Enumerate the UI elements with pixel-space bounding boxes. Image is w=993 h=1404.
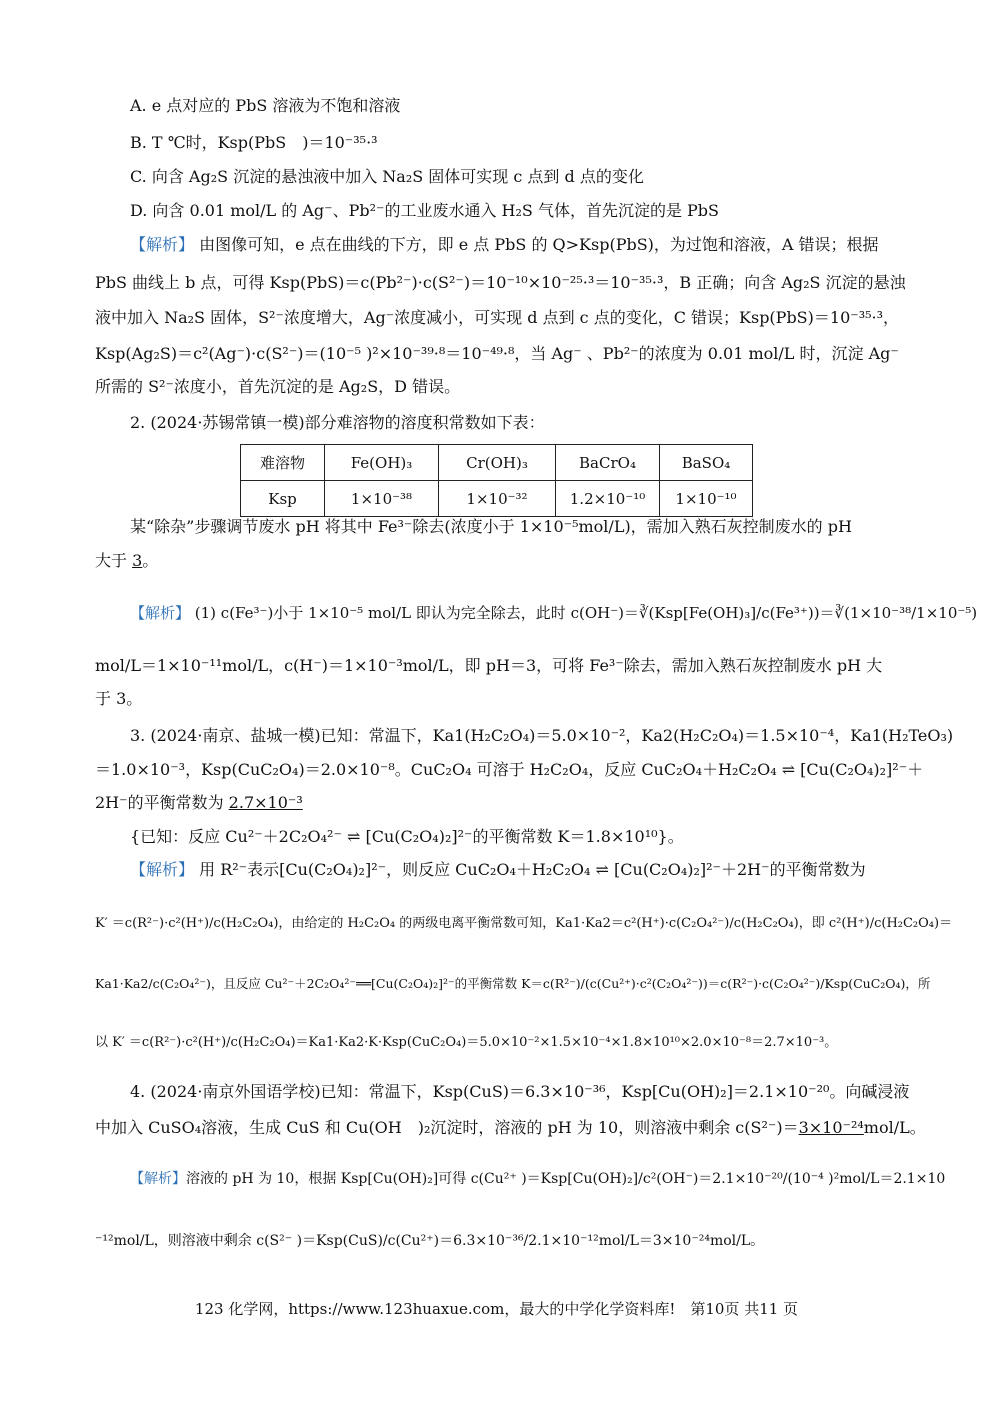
table-cell: Ksp	[241, 481, 325, 517]
table-row	[241, 481, 753, 517]
explanation-3-line-4: 以 K′ ＝c(R²⁻)·c²(H⁺)/c(H₂C₂O₄)＝Ka1·Ka2·K·Ksp(CuC₂O₄)＝5.0×10⁻²×1.5×10⁻⁴×1.8×10¹⁰×2.0×10⁻⁸＝2.7×10⁻³。	[95, 1035, 838, 1050]
explanation-2-line-1	[130, 602, 977, 624]
explanation-tag: 【解析】	[130, 604, 191, 622]
table-cell: Fe(OH)₃	[325, 445, 439, 481]
explanation-3-line-1	[130, 859, 866, 881]
text: mol/L。	[863, 1118, 926, 1137]
table-cell: 1.2×10⁻¹⁰	[556, 481, 660, 517]
explanation-4-line-2: ⁻¹²mol/L，则溶液中剩余 c(S²⁻ )＝Ksp(CuS)/c(Cu²⁺)＝6.3×10⁻³⁶/2.1×10⁻¹²mol/L＝3×10⁻²⁴mol/L。	[95, 1233, 765, 1249]
explanation-tag: 【解析】	[130, 860, 195, 879]
text: 溶液的 pH 为 10，根据 Ksp[Cu(OH)₂]可得 c(Cu²⁺ )＝Ksp[Cu(OH)₂]/c²(OH⁻)＝2.1×10⁻²⁰/(10⁻⁴ )²mol/L＝2.1×10	[186, 1171, 946, 1187]
question-2: 2. (2024·苏锡常镇一模)部分难溶物的溶度积常数如下表：	[130, 413, 545, 432]
option-a: A. e 点对应的 PbS 溶液为不饱和溶液	[130, 96, 401, 115]
text: (1) c(Fe³⁻)小于 1×10⁻⁵ mol/L 即认为完全除去，此时 c(OH⁻)＝∛(Ksp[Fe(OH)₃]/c(Fe³⁺))＝∛(1×10⁻³⁸/1×10⁻⁵)	[190, 604, 978, 622]
table-cell: 1×10⁻³²	[439, 481, 556, 517]
explanation-1-line-5: 所需的 S²⁻浓度小，首先沉淀的是 Ag₂S，D 错误。	[95, 377, 461, 396]
text: 2H⁻的平衡常数为	[95, 793, 229, 812]
explanation-1-line-4: Ksp(Ag₂S)＝c²(Ag⁻)·c(S²⁻)＝(10⁻⁵ )²×10⁻³⁹·⁸＝10⁻⁴⁹·⁸，当 Ag⁻ 、Pb²⁻的浓度为 0.01 mol/L 时，沉淀 Ag⁻	[95, 344, 899, 363]
explanation-3-line-2: K′ ＝c(R²⁻)·c²(H⁺)/c(H₂C₂O₄)，由给定的 H₂C₂O₄ 的两级电离平衡常数可知，Ka1·Ka2＝c²(H⁺)·c(C₂O₄²⁻)/c(H₂C₂O₄)，即 c²(H⁺)/c(H₂C₂O₄)＝	[95, 916, 953, 931]
table-cell: BaSO₄	[660, 445, 753, 481]
explanation-2-line-2: mol/L＝1×10⁻¹¹mol/L，c(H⁻)＝1×10⁻³mol/L，即 pH＝3，可将 Fe³⁻除去，需加入熟石灰控制废水 pH 大	[95, 656, 883, 675]
answer: 3	[132, 551, 143, 570]
option-c: C. 向含 Ag₂S 沉淀的悬浊液中加入 Na₂S 固体可实现 c 点到 d 点的变化	[130, 167, 644, 186]
question-4-line-1: 4. (2024·南京外国语学校)已知：常温下，Ksp(CuS)＝6.3×10⁻³⁶，Ksp[Cu(OH)₂]＝2.1×10⁻²⁰。向碱浸液	[130, 1082, 910, 1101]
explanation-1-line-2: PbS 曲线上 b 点，可得 Ksp(PbS)＝c(Pb²⁻)·c(S²⁻)＝10⁻¹⁰×10⁻²⁵·³＝10⁻³⁵·³，B 正确；向含 Ag₂S 沉淀的悬浊	[95, 273, 906, 292]
explanation-4-line-1	[130, 1168, 945, 1190]
question-3-line-3	[95, 792, 303, 814]
text: 用 R²⁻表示[Cu(C₂O₄)₂]²⁻，则反应 CuC₂O₄＋H₂C₂O₄ ⇌ [Cu(C₂O₄)₂]²⁻＋2H⁻的平衡常数为	[194, 860, 866, 879]
table-cell: 1×10⁻³⁸	[325, 481, 439, 517]
page-footer: 123 化学网，https://www.123huaxue.com，最大的中学化学资料库! 第10页 共11 页	[194, 1300, 799, 1318]
question-4-line-2	[95, 1117, 926, 1139]
ksp-table	[240, 444, 753, 517]
table-cell: Cr(OH)₃	[439, 445, 556, 481]
option-b: B. T ℃时，Ksp(PbS )＝10⁻³⁵·³	[130, 133, 378, 152]
text: 中加入 CuSO₄溶液，生成 CuS 和 Cu(OH )₂沉淀时，溶液的 pH 为 10，则溶液中剩余 c(S²⁻)＝	[95, 1118, 799, 1137]
answer: 3×10⁻²⁴	[798, 1118, 864, 1137]
question-2-answer-line	[95, 550, 158, 572]
explanation-tag: 【解析】	[130, 235, 195, 254]
answer: 2.7×10⁻³	[228, 793, 303, 812]
explanation-1-line-3: 液中加入 Na₂S 固体，S²⁻浓度增大，Ag⁻浓度减小，可实现 d 点到 c 点的变化，C 错误；Ksp(PbS)＝10⁻³⁵·³，	[95, 308, 900, 327]
question-3-line-1: 3. (2024·南京、盐城一模)已知：常温下，Ka1(H₂C₂O₄)＝5.0×10⁻²，Ka2(H₂C₂O₄)＝1.5×10⁻⁴，Ka1(H₂TeO₃)	[130, 726, 954, 745]
text: 由图像可知，e 点在曲线的下方，即 e 点 PbS 的 Q>Ksp(PbS)，为过饱和溶液，A 错误；根据	[194, 235, 879, 254]
explanation-1-line-1	[130, 234, 879, 256]
option-d: D. 向含 0.01 mol/L 的 Ag⁻、Pb²⁻的工业废水通入 H₂S 气体，首先沉淀的是 PbS	[130, 201, 720, 220]
text: 大于	[95, 551, 133, 570]
table-cell: 1×10⁻¹⁰	[660, 481, 753, 517]
table-cell: BaCrO₄	[556, 445, 660, 481]
question-3-line-4: {已知：反应 Cu²⁻＋2C₂O₄²⁻ ⇌ [Cu(C₂O₄)₂]²⁻的平衡常数 K＝1.8×10¹⁰}。	[130, 827, 684, 846]
explanation-3-line-3: Ka1·Ka2/c(C₂O₄²⁻)，且反应 Cu²⁻＋2C₂O₄²⁻══[Cu(C₂O₄)₂]²⁻的平衡常数 K＝c(R²⁻)/(c(Cu²⁺)·c²(C₂O₄²⁻))＝c(R²⁻)·c(C₂O₄²⁻)/Ksp(CuC₂O₄)，所	[95, 976, 931, 991]
explanation-tag: 【解析】	[130, 1171, 186, 1187]
question-2-body: 某“除杂”步骤调节废水 pH 将其中 Fe³⁻除去(浓度小于 1×10⁻⁵mol/L)，需加入熟石灰控制废水的 pH	[130, 517, 852, 536]
explanation-2-line-3: 于 3。	[95, 689, 143, 708]
text: 。	[142, 551, 159, 570]
table-header-row	[241, 445, 753, 481]
question-3-line-2: ＝1.0×10⁻³，Ksp(CuC₂O₄)＝2.0×10⁻⁸。CuC₂O₄ 可溶于 H₂C₂O₄，反应 CuC₂O₄＋H₂C₂O₄ ⇌ [Cu(C₂O₄)₂]²⁻＋	[95, 760, 924, 779]
table-cell: 难溶物	[241, 445, 325, 481]
